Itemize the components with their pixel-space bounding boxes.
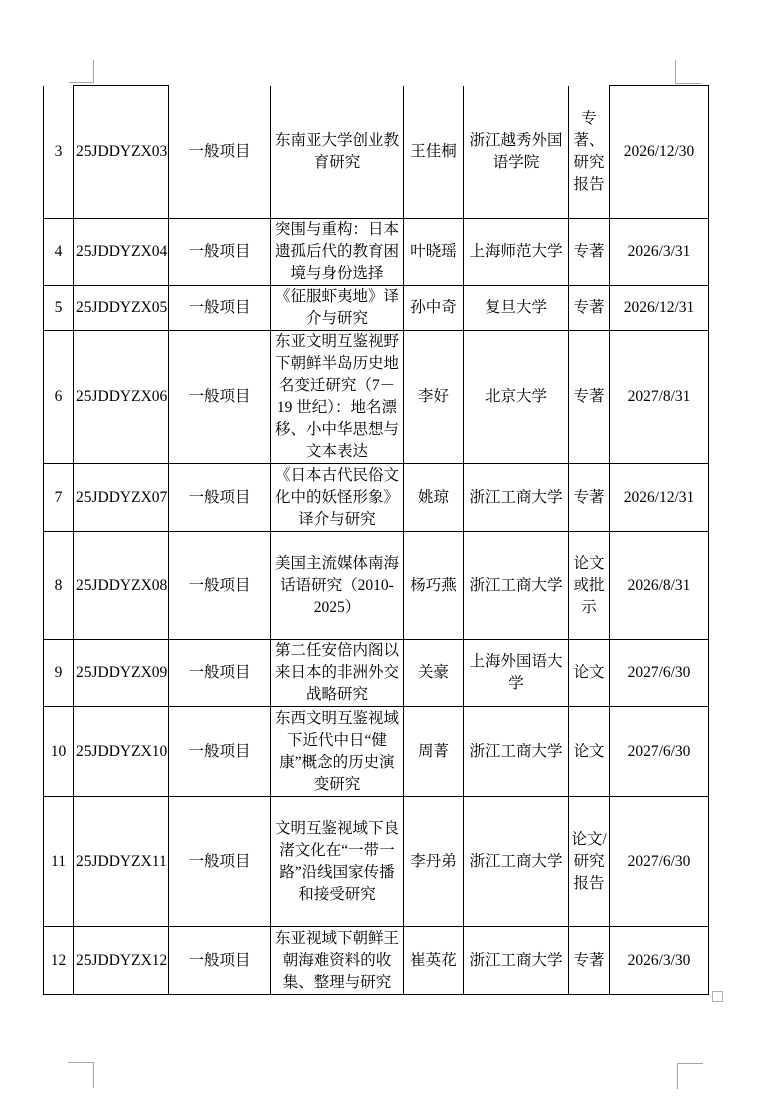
cell-project-leader: 崔英花 (404, 927, 464, 995)
cell-completion-date: 2026/12/31 (610, 464, 709, 532)
cell-outcome-form: 专著 (569, 464, 610, 532)
text-boundary-mark-top-right (675, 60, 701, 84)
cell-project-title: 第二任安倍内阁以来日本的非洲外交战略研究 (271, 640, 404, 707)
cell-institution: 复旦大学 (464, 286, 569, 331)
table-row (44, 640, 709, 707)
cell-row-number: 3 (44, 86, 74, 219)
cell-project-title: 《日本古代民俗文化中的妖怪形象》译介与研究 (271, 464, 404, 532)
cell-project-type: 一般项目 (169, 286, 271, 331)
table-row (44, 927, 709, 995)
cell-outcome-form: 专著 (569, 286, 610, 331)
cell-project-code: 25JDDYZX04 (74, 219, 169, 286)
table-row (44, 797, 709, 927)
table-row (44, 286, 709, 331)
cell-project-type: 一般项目 (169, 927, 271, 995)
cell-project-title: 东亚文明互鉴视野下朝鲜半岛历史地名变迁研究（7－19 世纪）：地名漂移、小中华思想与文本表达 (271, 331, 404, 464)
table-row (44, 532, 709, 640)
table-row (44, 331, 709, 464)
cell-outcome-form: 论文 (569, 707, 610, 797)
cell-project-leader: 李好 (404, 331, 464, 464)
cell-project-code: 25JDDYZX12 (74, 927, 169, 995)
cell-row-number: 12 (44, 927, 74, 995)
cell-project-code: 25JDDYZX08 (74, 532, 169, 640)
cell-row-number: 5 (44, 286, 74, 331)
cell-outcome-form: 专著、研究报告 (569, 86, 610, 219)
cell-institution: 上海外国语大学 (464, 640, 569, 707)
cell-project-leader: 关豪 (404, 640, 464, 707)
cell-institution: 浙江工商大学 (464, 707, 569, 797)
cell-project-code: 25JDDYZX03 (74, 86, 169, 219)
cell-project-leader: 王佳桐 (404, 86, 464, 219)
table-row (44, 86, 709, 219)
cell-project-type: 一般项目 (169, 464, 271, 532)
cell-outcome-form: 论文 (569, 640, 610, 707)
cell-row-number: 6 (44, 331, 74, 464)
cell-institution: 浙江工商大学 (464, 464, 569, 532)
text-boundary-mark-bottom-right (677, 1063, 703, 1089)
cell-project-title: 东南亚大学创业教育研究 (271, 86, 404, 219)
cell-project-leader: 李丹弟 (404, 797, 464, 927)
cell-project-code: 25JDDYZX09 (74, 640, 169, 707)
cell-project-leader: 周菁 (404, 707, 464, 797)
cell-completion-date: 2027/6/30 (610, 797, 709, 927)
cell-project-code: 25JDDYZX07 (74, 464, 169, 532)
cell-project-leader: 杨巧燕 (404, 532, 464, 640)
cell-project-type: 一般项目 (169, 219, 271, 286)
cell-project-title: 东西文明互鉴视域下近代中日“健康”概念的历史演变研究 (271, 707, 404, 797)
cell-outcome-form: 专著 (569, 331, 610, 464)
cell-completion-date: 2027/8/31 (610, 331, 709, 464)
cell-project-type: 一般项目 (169, 707, 271, 797)
text-boundary-mark-top-left (69, 60, 94, 83)
cell-project-code: 25JDDYZX05 (74, 286, 169, 331)
cell-outcome-form: 专著 (569, 219, 610, 286)
cell-project-title: 美国主流媒体南海话语研究（2010-2025） (271, 532, 404, 640)
cell-row-number: 4 (44, 219, 74, 286)
cell-completion-date: 2026/8/31 (610, 532, 709, 640)
cell-completion-date: 2026/12/30 (610, 86, 709, 219)
cell-institution: 浙江工商大学 (464, 532, 569, 640)
end-of-table-mark (712, 991, 723, 1002)
cell-institution: 上海师范大学 (464, 219, 569, 286)
text-boundary-mark-bottom-left (68, 1062, 94, 1088)
cell-project-code: 25JDDYZX06 (74, 331, 169, 464)
cell-institution: 浙江工商大学 (464, 797, 569, 927)
cell-row-number: 11 (44, 797, 74, 927)
table-row (44, 707, 709, 797)
cell-outcome-form: 论文/研究报告 (569, 797, 610, 927)
cell-completion-date: 2027/6/30 (610, 640, 709, 707)
cell-project-type: 一般项目 (169, 532, 271, 640)
cell-row-number: 8 (44, 532, 74, 640)
cell-completion-date: 2026/3/30 (610, 927, 709, 995)
cell-project-leader: 孙中奇 (404, 286, 464, 331)
cell-row-number: 9 (44, 640, 74, 707)
cell-completion-date: 2026/3/31 (610, 219, 709, 286)
cell-project-title: 东亚视域下朝鲜王朝海难资料的收集、整理与研究 (271, 927, 404, 995)
cell-project-code: 25JDDYZX11 (74, 797, 169, 927)
cell-row-number: 10 (44, 707, 74, 797)
cell-institution: 浙江工商大学 (464, 927, 569, 995)
cell-project-type: 一般项目 (169, 640, 271, 707)
cell-project-type: 一般项目 (169, 331, 271, 464)
cell-project-leader: 叶晓瑶 (404, 219, 464, 286)
cell-outcome-form: 论文或批示 (569, 532, 610, 640)
cell-project-leader: 姚琼 (404, 464, 464, 532)
cell-institution: 浙江越秀外国语学院 (464, 86, 569, 219)
table-row (44, 219, 709, 286)
cell-completion-date: 2027/6/30 (610, 707, 709, 797)
cell-completion-date: 2026/12/31 (610, 286, 709, 331)
cell-project-code: 25JDDYZX10 (74, 707, 169, 797)
cell-row-number: 7 (44, 464, 74, 532)
cell-project-title: 《征服虾夷地》译介与研究 (271, 286, 404, 331)
projects-table (43, 85, 709, 995)
cell-outcome-form: 专著 (569, 927, 610, 995)
cell-institution: 北京大学 (464, 331, 569, 464)
table-row (44, 464, 709, 532)
cell-project-type: 一般项目 (169, 86, 271, 219)
cell-project-title: 突围与重构：日本遗孤后代的教育困境与身份选择 (271, 219, 404, 286)
cell-project-type: 一般项目 (169, 797, 271, 927)
cell-project-title: 文明互鉴视域下良渚文化在“一带一路”沿线国家传播和接受研究 (271, 797, 404, 927)
